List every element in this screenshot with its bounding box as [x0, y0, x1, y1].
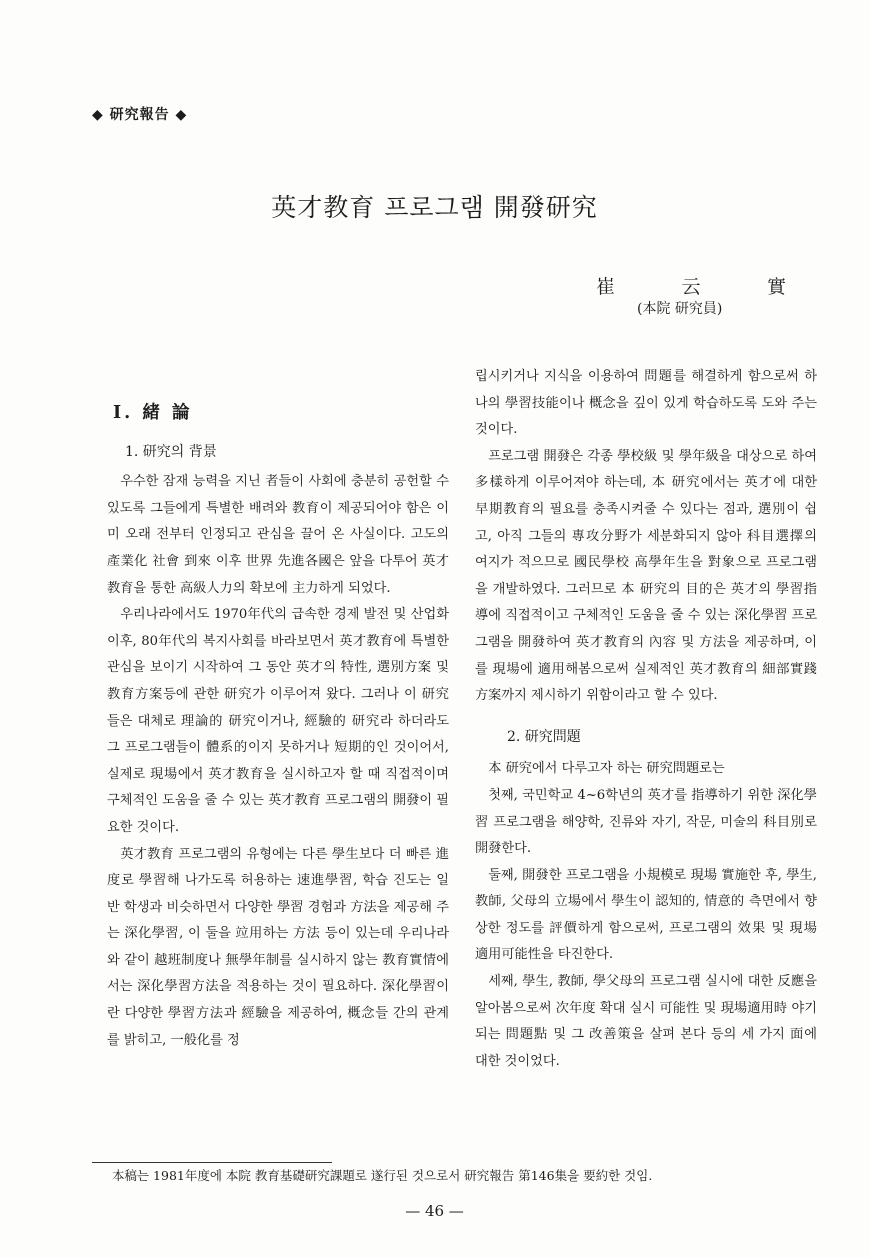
section-heading: I. 緒 論 — [113, 403, 193, 423]
subsection-heading: 1. 研究의 背景 — [125, 443, 217, 460]
footnote-divider — [92, 1162, 332, 1163]
author-char: 云 — [681, 276, 701, 298]
paragraph: 本 研究에서 다루고자 하는 研究問題로는 — [488, 761, 725, 777]
author-name — [596, 272, 786, 299]
paragraph: 첫째, 국민학교 4~6학년의 英才를 指導하기 위한 深化學習 프로그램을 해양학, 진류와 자기, 작문, 미술의 科目別로 開發한다. — [475, 787, 817, 857]
paragraph: 우리나라에서도 1970年代의 급속한 경제 발전 및 산업화 이후, 80年代의 복지사회를 바라보면서 英才教育에 특별한 관심을 보이기 시작하여 그 동안 英才의 特性, 選別方案 및 教育方案등에 관한 研究가 이루어져 왔다. 그러나 이 研究들은 대체로 理論的 研究이거나, 經驗的 研究라 하더라도 그 프로그램들이 體系的이지 못하거나 短期的인 것이어서, 실제로 現場에서 英才教育을 실시하고자 할 때 직접적이며 구체적인 도움을 줄 수 있는 英才教育 프로그램의 開發이 필요한 것이다. — [107, 607, 449, 835]
paragraph: 둘째, 開發한 프로그램을 小規模로 現場 實施한 후, 學生, 教師, 父母의 立場에서 學生이 認知的, 情意的 측면에서 향상한 정도를 評價하게 함으로써, 프로그램의 效果 및 現場適用可能性을 타진한다. — [475, 867, 817, 963]
right-column — [475, 364, 817, 1075]
author-char: 實 — [766, 276, 786, 298]
author-char: 崔 — [596, 276, 616, 298]
footnote: 本稿는 1981年度에 本院 教育基礎研究課題로 遂行된 것으로서 研究報告 第146集을 要約한 것임. — [112, 1168, 653, 1183]
paragraph: 세째, 學生, 教師, 學父母의 프로그램 실시에 대한 反應을 알아봄으로써 次年度 확대 실시 可能性 및 現場適用時 야기되는 問題點 및 그 改善策을 살펴 본다 등의 세 가지 面에 대한 것이었다. — [475, 974, 817, 1069]
author-affiliation: (本院 研究員) — [637, 301, 723, 317]
section-tag: ◆ 研究報告 ◆ — [92, 107, 188, 123]
paragraph: 英才教育 프로그램의 유형에는 다른 學生보다 더 빠른 進度로 學習해 나가도록 허용하는 速進學習, 학습 진도는 일반 학생과 비슷하면서 다양한 學習 경험과 方法을 제공해 주는 深化學習, 이 둘을 竝用하는 方法 등이 있는데 우리나라와 같이 越班制度나 無學年制를 실시하지 않는 教育實情에서는 深化學習方法을 적용하는 것이 필요하다. 深化學習이란 다양한 學習方法과 經驗을 제공하여, 概念들 간의 관계를 밝히고, 一般化를 정 — [107, 846, 449, 1048]
page-number: — 46 — — [405, 1202, 464, 1220]
paragraph: 프로그램 開發은 각종 學校級 및 學年級을 대상으로 하여 多樣하게 이루어져야 하는데, 本 研究에서는 英才에 대한 早期教育의 필요를 충족시켜줄 수 있다는 점과, 選別이 쉽고, 아직 그들의 專攻分野가 세분화되지 않아 科目選擇의 여지가 적으므로 國民學校 高學年生을 對象으로 프로그램을 개발하였다. 그러므로 本 研究의 目的은 英才의 學習指導에 직접적이고 구체적인 도움을 줄 수 있는 深化學習 프로그램을 開發하여 英才教育의 內容 및 方法을 제공하며, 이를 現場에 適用해봄으로써 실제적인 英才教育의 細部實踐方案까지 제시하기 위함이라고 할 수 있다. — [475, 448, 817, 704]
paragraph: 우수한 잠재 능력을 지닌 者들이 사회에 충분히 공헌할 수 있도록 그들에게 특별한 배려와 教育이 제공되어야 함은 이미 오래 전부터 인정되고 관심을 끌어 온 사실이다. 고도의 產業化 社會 到來 이후 世界 先進各國은 앞을 다투어 英才教育을 통한 高級人力의 확보에 主力하게 되었다. — [107, 474, 449, 596]
page-title: 英才教育 프로그램 開發研究 — [271, 193, 598, 222]
paragraph: 립시키거나 지식을 이용하여 問題를 해결하게 함으로써 하나의 學習技能이나 概念을 깊이 있게 학습하도록 도와 주는 것이다. — [475, 369, 817, 438]
subsection-heading: 2. 研究問題 — [507, 728, 581, 745]
left-column — [107, 394, 449, 1054]
